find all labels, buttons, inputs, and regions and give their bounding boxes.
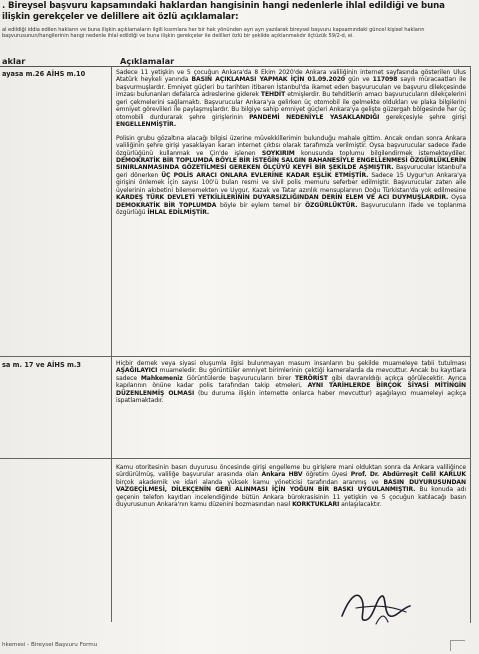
- paragraph: Polisin grubu gözaltına alacağı bilgisi üzerine müvekkillerimin bulunduğu mahale gittim. Ancak ondan sonra Ankara valiliğinin şehre girişi yasaklayan kararı internet çıktısı olarak tarafımıza verilmiştir. Oysa başvurucular sadece ifade özgürlüğünü kullanmak ve Çin'de işlenen SOYKIRIM konusunda toplumu bilgilendirmek istemekteydiler. DEMOKRATİK BİR TOPLUMDA BÖYLE BİR İSTEĞİN SALGIN BAHANESİYLE ENGELLENMESİ ÖZGÜRLÜKLERİN SINIRLANMASINDA GÖZETİLMESİ GEREKEN ÖLÇÜYÜ KEYFİ BİR ŞEKİLDE AŞMIŞTIR. Başvurucular İstanbul'a geri dönerken ÜÇ POLİS ARACI ONLARA EVLERİNE KADAR EŞLİK ETMİŞTİR. Sadece 15 Uygur'un Ankara'ya girişini önlemek için sayısı 100'ü bulan resmi ve sivil polis memuru seferber edilmiştir. Başvurucular zaten aile üyelerinin akıbetini bilememekten ve Uygur, Kazak ve Tatar azınlık mensuplarının Doğu Türkistan'da yok edilmesine KARDEŞ TÜRK DEVLETİ YETKİLİLERİNİN DUYARSIZLIĞINDAN DERİN ELEM VE ACI DUYMUŞLARDIR. Oysa DEMOKRATİK BİR TOPLUMDA böyle bir eylem temel bir ÖZGÜRLÜKTÜR. Başvurucuların ifade ve toplanma özgürlüğü İHLAL EDİLMİŞTİR.: [116, 134, 467, 217]
- table-row-divider: [0, 356, 470, 357]
- table-row-divider: [0, 458, 470, 459]
- table-row-label: ayasa m.26 AİHS m.10: [2, 70, 86, 78]
- table-column-divider: [111, 66, 112, 622]
- section-title: . Bireysel başvuru kapsamındaki haklardan hangisinin hangi nedenlerle ihlal edildiği ve buna ilişkin gerekçeler ve delillere ait özlü açıklamalar:: [2, 1, 445, 22]
- table-row-explanation: [116, 464, 466, 515]
- column-header-rights: aklar: [2, 56, 26, 66]
- table-row-explanation: [116, 360, 466, 411]
- paragraph: Hiçbir dernek veya siyasi oluşumla ilgisi bulunmayan masum insanların bu şekilde muameleye tabii tutulması AŞAĞILAYICI muameledir. Bu görüntüler emniyet birimlerinin çektiği kameralarda da mevcuttur. Ancak bu kayıtlara sadece Mahkemeniz Görüntülerde başvurucuların birer TERÖRİST gibi davranıldığı açıkça görülecektir. Ayrıca kapılarının önüne kadar polis tarafından takip etmeleri, AYNI TARİHLERDE BİRÇOK SİYASİ MİTİNGİN DÜZENLENMİŞ OLMASI (bu duruma ilişkin internette onlarca haber mevcuttur) aşağılayıcı muameleyi açıkça ispatlamaktadır.: [116, 360, 466, 405]
- paragraph: Sadece 11 yetişkin ve 5 çocuğun Ankara'da 8 Ekim 2020'de Ankara valiliğinin internet sayfasında gösterilen Ulus Atatürk heykeli yanında BASIN AÇIKLAMASI YAPMAK İÇİN 01.09.2020 gün ve 117098 sayılı müracaatları ile başvurmuşlardır. Emniyet güçleri bu tarihten itibaren İstanbul'da ikamet eden başvurucuları ve başvuru dilekçesinde imzası bulunanları defalarca adreslerine giderek TEHDİT etmişlerdir. Bu tehditlerin amacı başvurucuların dilekçelerini geri çekmelerini sağlamaktı. Başvurucular Ankara'ya gelirken üç otomobil ile gelmekte oldukları ve plaka bilgilerini emniyet görevlileri ile paylaşmışlardır. Bu bilgiye sahip emniyet güçleri Ankara'ya gelişte güzergah bölgesinde her üç otomobili durdurarak şehre girişlerinin PANDEMİ NEDENİYLE YASAKLANDIĞI gerekçesiyle şehre girişi ENGELLENMİŞTİR.: [116, 69, 467, 129]
- paragraph: Kamu otoritesinin basın duyurusu öncesinde girişi engelleme bu girişlere mani olduktan sonra da Ankara valiliğince sürdürülmüş, valiliğe başvurular arasında olan Ankara HBV öğretim üyesi Prof. Dr. Abdürreşit Celil KARLUK birçok akademik ve idari alanda yüksek kamu yöneticisi tarafından aranmış ve BASIN DUYURUSUNDAN VAZGEÇİLMESİ, DİLEKÇENİN GERİ ALINMASI İÇİN YOĞUN BİR BASKI UYGULANMIŞTIR. Bu konuda adı geçenin telefon kayıtları incelendiğinde bütün Ankara bürokrasisinin 11 yetişkin ve 5 çocuğun katılacağı basın duyurusunun Ankara'nın kamu düzenini bozmasından nasıl KORKTUKLARI anlaşılacaktır.: [116, 464, 467, 509]
- signature: [336, 586, 416, 628]
- page-corner-box: [450, 640, 465, 651]
- column-header-explanations: Açıklamalar: [120, 56, 175, 66]
- table-row-explanation: [116, 69, 466, 223]
- form-footer: hkemesi - Bireysel Başvuru Formu: [2, 642, 98, 648]
- table-row-label: sa m. 17 ve AİHS m.3: [2, 361, 81, 369]
- section-instructions: al edildiği iddia edilen hakların ve buna ilişkin açıklamaların ilgili kısımlara her bir hak yönünden ayrı ayrı yazılarak bireysel başvuru kapsamındaki güncel kişisel hakların başvurusunun/hangilerinin hangi nedenle ihlal edildiği ve buna ilişkin gerekçeler ile delilleri özlü bir şekilde açıklanmalıdır ilçtüzük 59/2-d, ei.: [2, 27, 425, 40]
